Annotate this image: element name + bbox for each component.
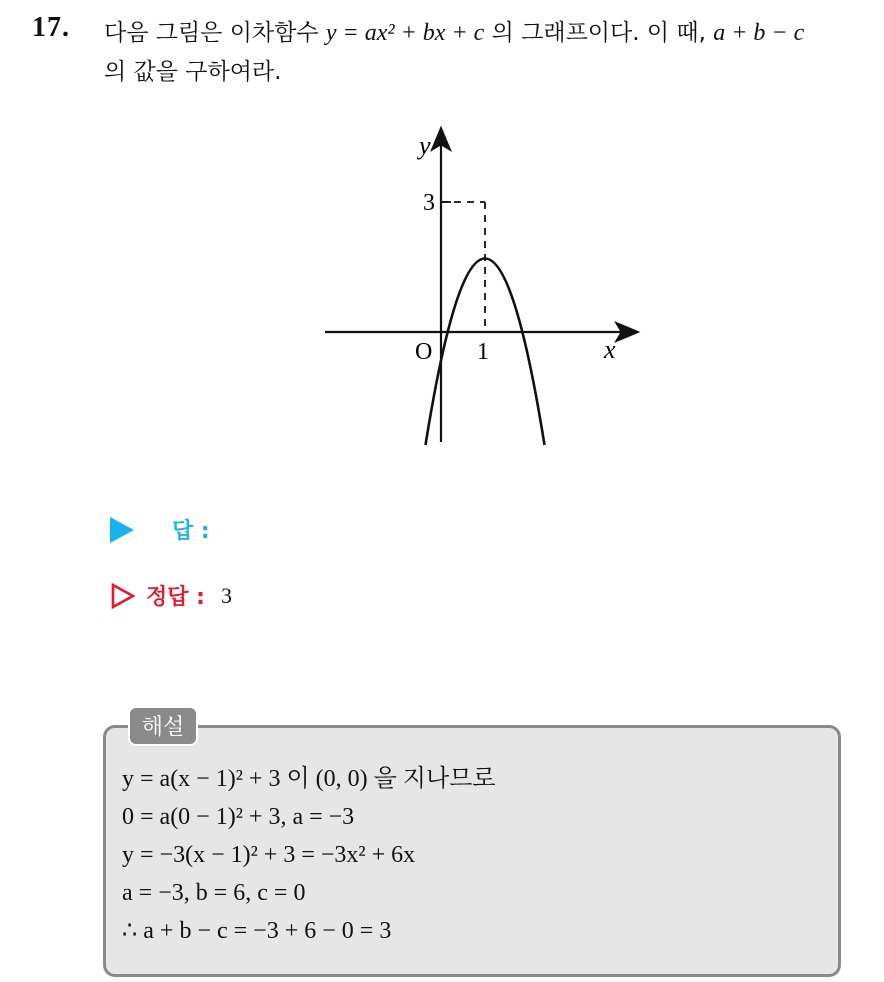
answer-blank-row <box>110 514 210 545</box>
question-text-part: 의 그래프이다. 이 때, <box>484 20 714 46</box>
filled-triangle-icon <box>110 517 134 543</box>
parabola-graph <box>300 120 660 480</box>
origin-label: O <box>415 339 433 365</box>
question-line-1 <box>104 14 874 53</box>
question-number: 17. <box>32 12 70 43</box>
x-axis-label: x <box>604 335 616 364</box>
question-text-part: 다음 그림은 이차함수 <box>104 20 326 46</box>
y-tick-label: 3 <box>423 190 435 216</box>
solution-line: ∴ a + b − c = −3 + 6 − 0 = 3 <box>122 918 392 944</box>
target-expression: a + b − c <box>713 20 805 46</box>
outline-triangle-icon <box>110 583 136 609</box>
solution-line: y = −3(x − 1)² + 3 = −3x² + 6x <box>122 842 416 868</box>
question-line-2: 의 값을 구하여라. <box>104 59 282 85</box>
solution-line: a = −3, b = 6, c = 0 <box>122 880 306 906</box>
solution-line: 0 = a(0 − 1)² + 3, a = −3 <box>122 804 355 830</box>
solution-tab: 해설 <box>128 706 198 746</box>
y-axis-label: y <box>419 131 431 160</box>
solution-line: y = a(x − 1)² + 3 이 (0, 0) 을 지나므로 <box>122 766 496 792</box>
correct-answer-value: 3 <box>220 582 232 608</box>
x-tick-label: 1 <box>477 339 489 365</box>
answer-blank-label: 답 : <box>172 519 210 544</box>
solution-lines <box>122 760 496 950</box>
question-text <box>104 14 874 92</box>
correct-answer-row <box>110 580 232 611</box>
function-expression: y = ax² + bx + c <box>325 20 485 46</box>
correct-answer-label: 정답 : <box>146 585 205 610</box>
